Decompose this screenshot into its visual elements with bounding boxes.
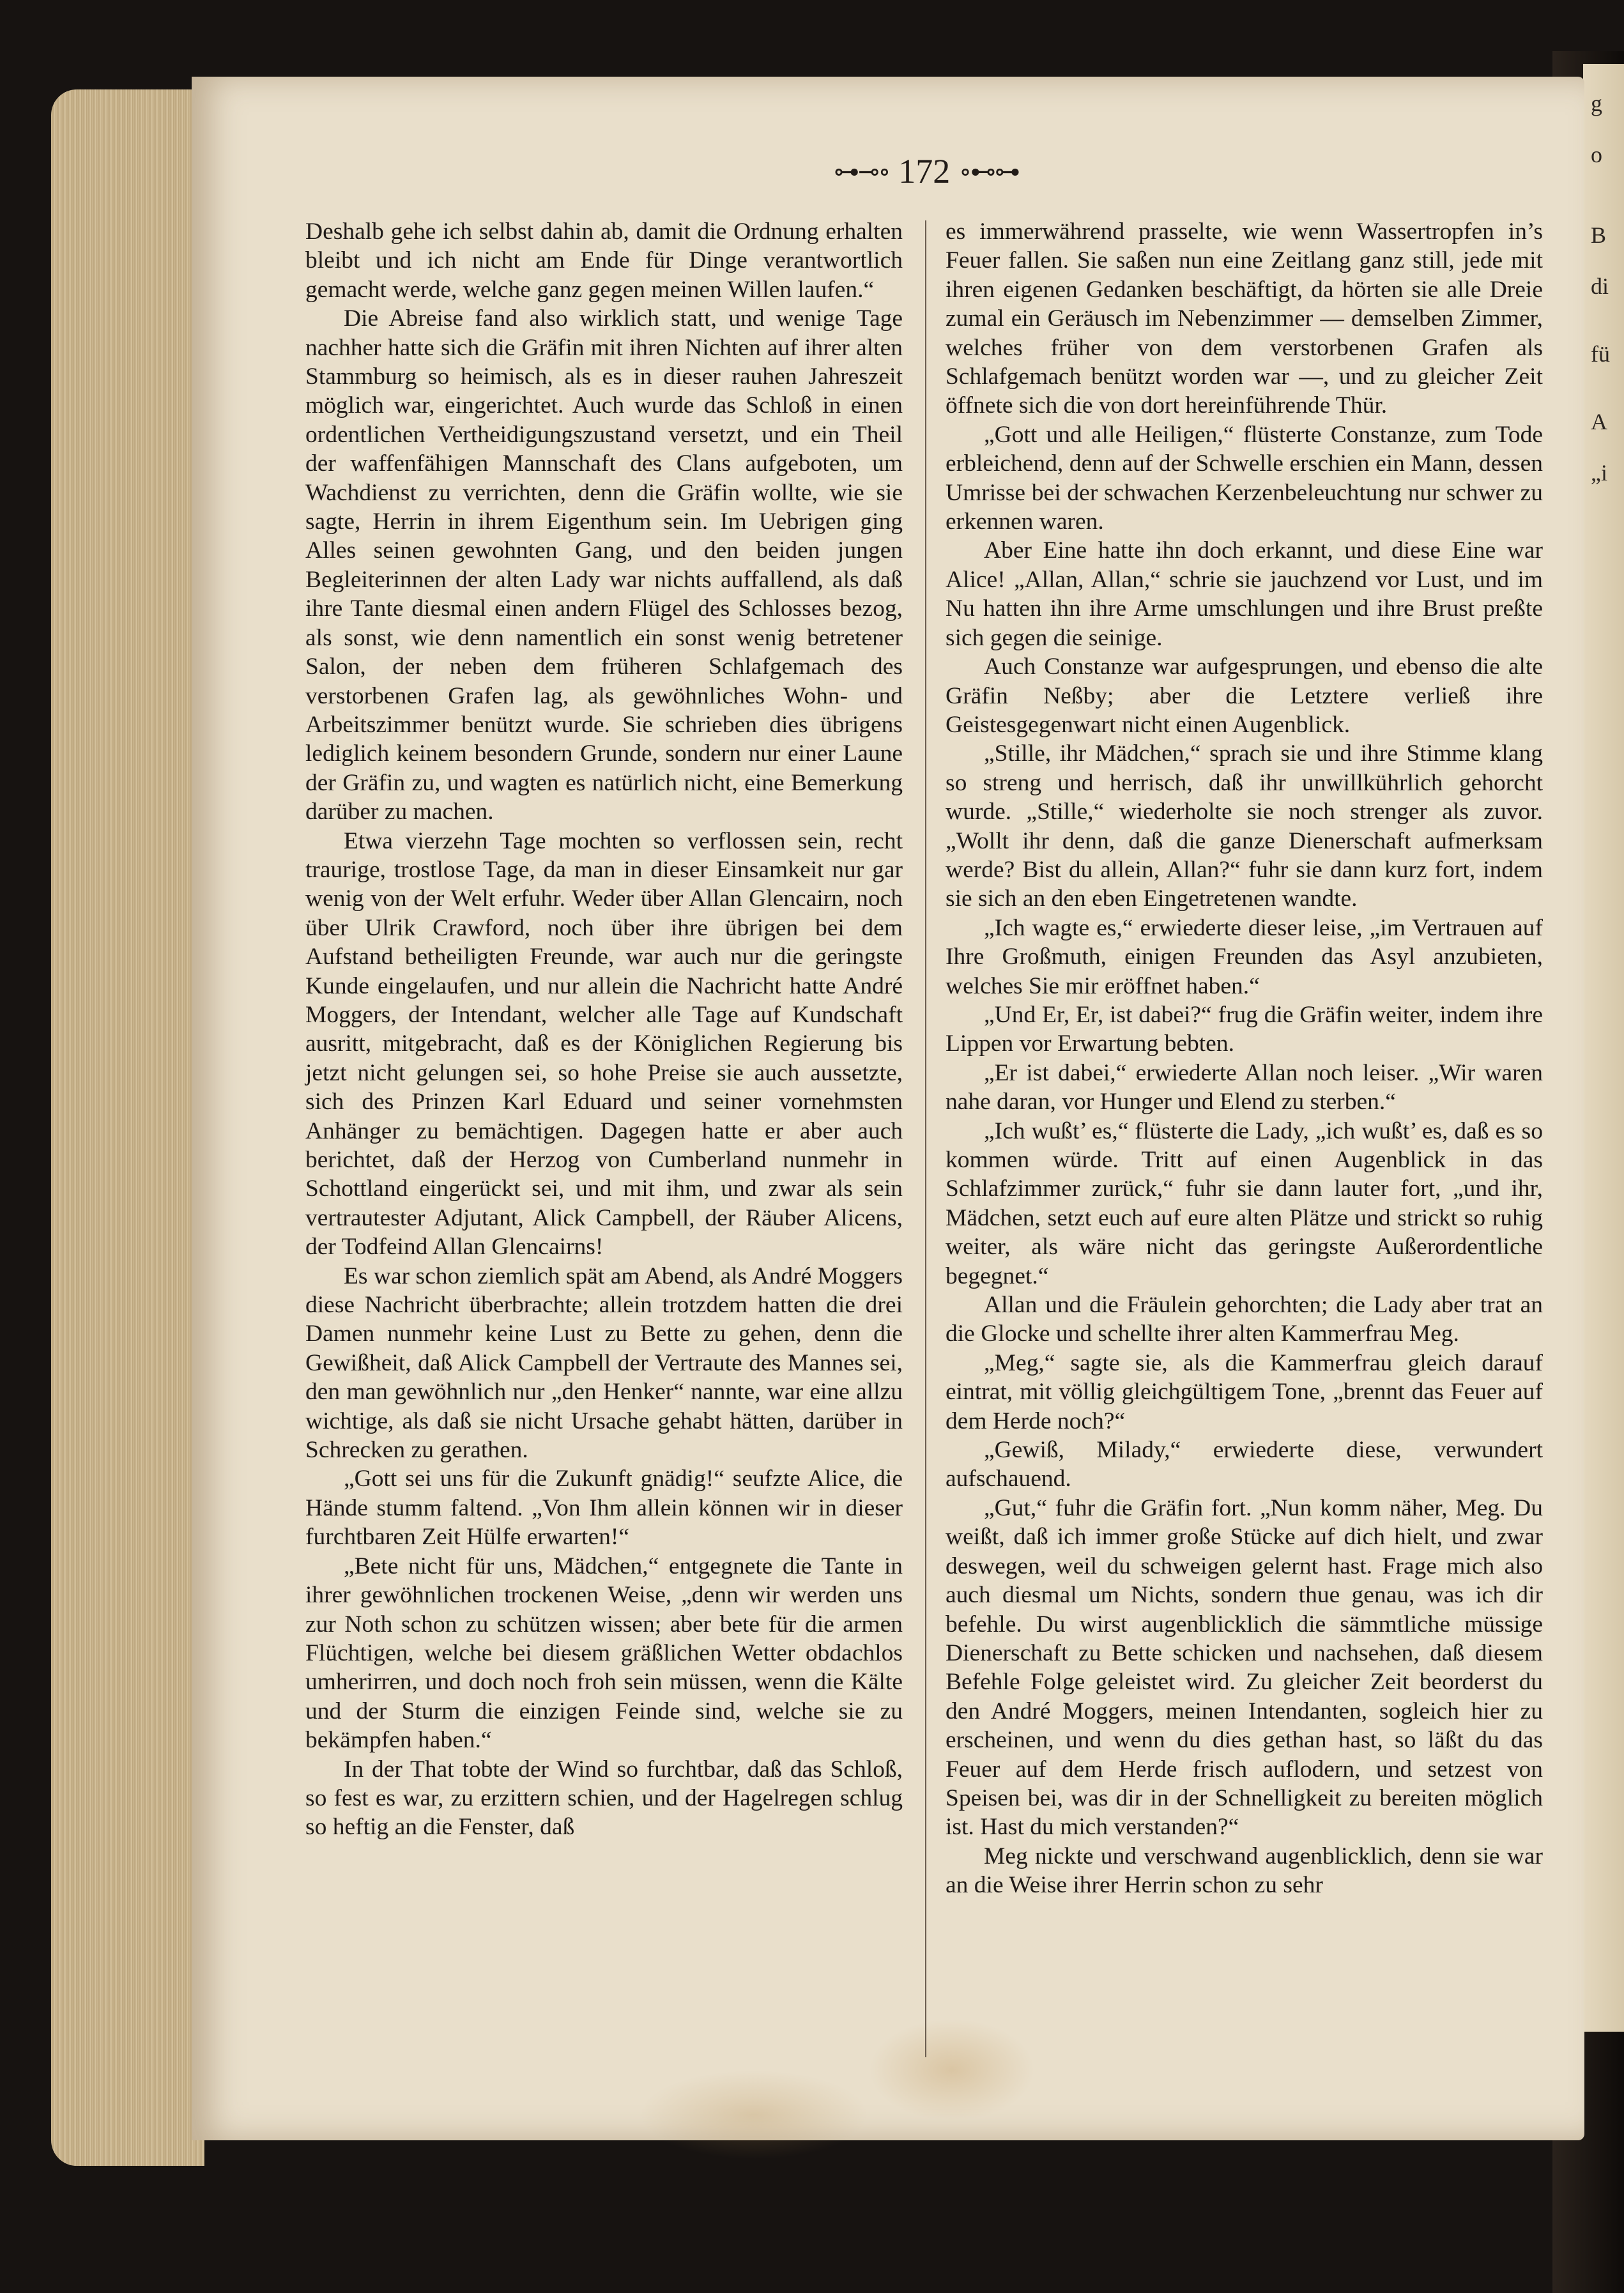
next-page-fragment: „i (1591, 460, 1607, 486)
next-page-fragment: di (1591, 273, 1609, 299)
next-page-fragment: g (1591, 91, 1602, 116)
paragraph: Die Abreise fand also wirklich statt, und wenige Tage nachher hatte sich die Gräfin mit ihren Nichten auf ihrer alten Stammburg so heimisch, als es in dieser rauhen Jahreszeit möglich war, eingerichtet. Auch wurde das Schloß in einen ordentlichen Vertheidigungszustand versetzt, und ein Theil der waffenfähigen Mannschaft des Clans aufgeboten, um Wachdienst zu verrichten, denn die Gräfin wollte, wie sie sagte, Herrin in ihrem Eigenthum sein. Im Uebrigen ging Alles seinen gewohnten Gang, und den beiden jungen Begleiterinnen der alten Lady war nichts auffallend, als daß ihre Tante diesmal einen andern Flügel des Schlosses bezog, als sonst, wie denn namentlich ein sonst wenig betretener Salon, der neben dem früheren Schlafgemach des verstorbenen Grafen lag, als gewöhnliches Wohn- und Arbeitszimmer benützt wurde. Sie schrieben dies übrigens lediglich keinem besondern Grunde, sondern nur einer Laune der Gräfin zu, und wagten es natürlich nicht, eine Bemerkung darüber zu machen. (305, 305, 903, 825)
paragraph: „Gott sei uns für die Zukunft gnädig!“ seufzte Alice, die Hände stumm faltend. „Von Ihm allein können wir in dieser furchtbaren Zeit Hülfe erwarten!“ (305, 1466, 903, 1551)
next-page-fragment: fü (1591, 341, 1610, 367)
paragraph: Es war schon ziemlich spät am Abend, als André Moggers diese Nachricht überbrachte; allein trotzdem hatten die drei Damen nunmehr keine Lust zu Bette zu gehen, denn die Gewißheit, daß Alick Campbell der Vertraute des Mannes sei, den man gewöhnlich nur „den Henker“ nannte, war eine allzu wichtige, als daß sie nicht Ursache gehabt hätten, darüber in Schrecken zu gerathen. (305, 1262, 903, 1464)
paragraph: In der That tobte der Wind so furchtbar, daß das Schloß, so fest es war, zu erzittern schien, und der Hagelregen schlug so heftig an die Fenster, daß (305, 1756, 903, 1841)
right-column (946, 217, 1543, 1900)
paragraph: „Meg,“ sagte sie, als die Kammerfrau gleich darauf eintrat, mit völlig gleichgültigem Tone, „brennt das Feuer auf dem Herde noch?“ (946, 1349, 1543, 1434)
paragraph: „Stille, ihr Mädchen,“ sprach sie und ihre Stimme klang so streng und herrisch, daß ihr unwillkührlich gehorcht wurde. „Stille,“ wiederholte sie noch strenger als zuvor. „Wollt ihr denn, daß die ganze Dienerschaft aufmerksam werde? Bist du allein, Allan?“ fuhr sie dann kurz fort, indem sie sich an den eben Eingetretenen wandte. (946, 740, 1543, 912)
next-page-edge (1583, 64, 1624, 2032)
next-page-fragment: B (1591, 222, 1607, 248)
next-page-fragment: o (1591, 142, 1602, 167)
paragraph: „Er ist dabei,“ erwiederte Allan noch leiser. „Wir waren nahe daran, vor Hunger und Elend zu sterben.“ (946, 1059, 1543, 1116)
paragraph: Etwa vierzehn Tage mochten so verflossen sein, recht traurige, trostlose Tage, da man in dieser Einsamkeit nur gar wenig von der Welt erfuhr. Weder über Allan Glencairn, noch über Ulrik Crawford, noch über ihre übrigen bei dem Aufstand betheiligten Freunde, war auch nur die geringste Kunde eingelaufen, und nur allein die Nachricht hatte André Moggers, der Intendant, welcher alle Tage auf Kundschaft ausritt, mitgebracht, daß es der Königlichen Regierung bis jetzt nicht gelungen sei, so hohe Preise sie auch aussetzte, sich des Prinzen Karl Eduard und seiner vornehmsten Anhänger zu bemächtigen. Dagegen hatte er aber auch berichtet, daß der Herzog von Cumberland nunmehr in Schottland eingerückt sei, und mit ihm, und zwar als sein vertrautester Adjutant, Alick Campbell, der Räuber Alicens, der Todfeind Allan Glencairns! (305, 827, 903, 1261)
column-divider (925, 220, 926, 2057)
paragraph: „Gott und alle Heiligen,“ flüsterte Constanze, zum Tode erbleichend, denn auf der Schwelle erschien ein Mann, dessen Umrisse bei der schwachen Kerzenbeleuchtung nur schwer zu erkennen waren. (946, 421, 1543, 535)
left-column (305, 217, 903, 1842)
paper-stain (639, 2070, 869, 2159)
page-header (818, 146, 1035, 197)
paragraph: „Ich wußt’ es,“ flüsterte die Lady, „ich wußt’ es, daß es so kommen würde. Tritt auf einen Augenblick in das Schlafzimmer zurück,“ fuhr sie dann lauter fort, „und ihr, Mädchen, setzt euch auf eure alten Plätze und strickt so ruhig weiter, als wäre nicht das geringste Außerordentliche begegnet.“ (946, 1117, 1543, 1289)
paragraph: „Und Er, Er, ist dabei?“ frug die Gräfin weiter, indem ihre Lippen vor Erwartung bebten. (946, 1001, 1543, 1057)
ornament-left-icon: ⊶⊸∘ (834, 157, 890, 186)
paragraph: Auch Constanze war aufgesprungen, und ebenso die alte Gräfin Neßby; aber die Letztere verließ ihre Geistesgegenwart nicht einen Augenblick. (946, 654, 1543, 738)
ornament-right-icon: ∘⊷⊶ (959, 157, 1019, 186)
paragraph: „Bete nicht für uns, Mädchen,“ entgegnete die Tante in ihrer gewöhnlichen trockenen Weise, „denn wir werden uns zur Noth schon zu schützen wissen; aber bete für die armen Flüchtigen, welche bei diesem gräßlichen Wetter obdachlos umherirren, und doch noch froh sein müssen, wenn die Kälte und der Sturm die einzigen Feinde sind, welche sie zu bekämpfen haben.“ (305, 1553, 903, 1754)
paragraph: Deshalb gehe ich selbst dahin ab, damit die Ordnung erhalten bleibt und ich nicht am Ende für Dinge verantwortlich gemacht werde, welche ganz gegen meinen Willen laufen.“ (305, 219, 903, 303)
paragraph: „Gewiß, Milady,“ erwiederte diese, verwundert aufschauend. (946, 1437, 1543, 1492)
paragraph: Aber Eine hatte ihn doch erkannt, und diese Eine war Alice! „Allan, Allan,“ schrie sie jauchzend vor Lust, und im Nu hatten ihn ihre Arme umschlungen und ihre Brust preßte sich gegen die seinige. (946, 537, 1543, 651)
paragraph: Allan und die Fräulein gehorchten; die Lady aber trat an die Glocke und schellte ihrer alten Kammerfrau Meg. (946, 1292, 1543, 1347)
paragraph: „Ich wagte es,“ erwiederte dieser leise, „im Vertrauen auf Ihre Großmuth, einigen Freunden das Asyl anzubieten, welches Sie mir eröffnet haben.“ (946, 914, 1543, 999)
paper-stain (869, 2019, 1035, 2121)
page-stack-edges (51, 89, 204, 2166)
paragraph: es immerwährend prasselte, wie wenn Wassertropfen in’s Feuer fallen. Sie saßen nun eine Zeitlang ganz still, jede mit ihren eigenen Gedanken beschäftigt, da hörten sie alle Dreie zumal ein Geräusch im Nebenzimmer — demselben Zimmer, welches früher von dem verstorbenen Grafen als Schlafgemach benützt worden war —, und zu gleicher Zeit öffnete sich die von dort hereinführende Thür. (946, 219, 1543, 419)
next-page-fragment: A (1591, 409, 1607, 434)
paragraph: „Gut,“ fuhr die Gräfin fort. „Nun komm näher, Meg. Du weißt, daß ich immer große Stücke auf dich hielt, und zwar deswegen, weil du schweigen gelernt hast. Frage mich also auch diesmal um Nichts, sondern thue genau, was ich dir befehle. Du wirst augenblicklich die sämmtliche müssige Dienerschaft zu Bette schicken und nachsehen, daß diesem Befehle Folge geleistet wird. Zu gleicher Zeit beorderst du den André Moggers, meinen Intendanten, sogleich hier zu erscheinen, und wenn du dies gethan hast, so läßt du das Feuer auf dem Herde frisch auflodern, und setzest von Speisen bei, was dir in der Schnelligkeit zu bereiten möglich ist. Hast du mich verstanden?“ (946, 1494, 1543, 1841)
page-number: 172 (898, 152, 951, 190)
paragraph: Meg nickte und verschwand augenblicklich, denn sie war an die Weise ihrer Herrin schon zu sehr (946, 1843, 1543, 1899)
